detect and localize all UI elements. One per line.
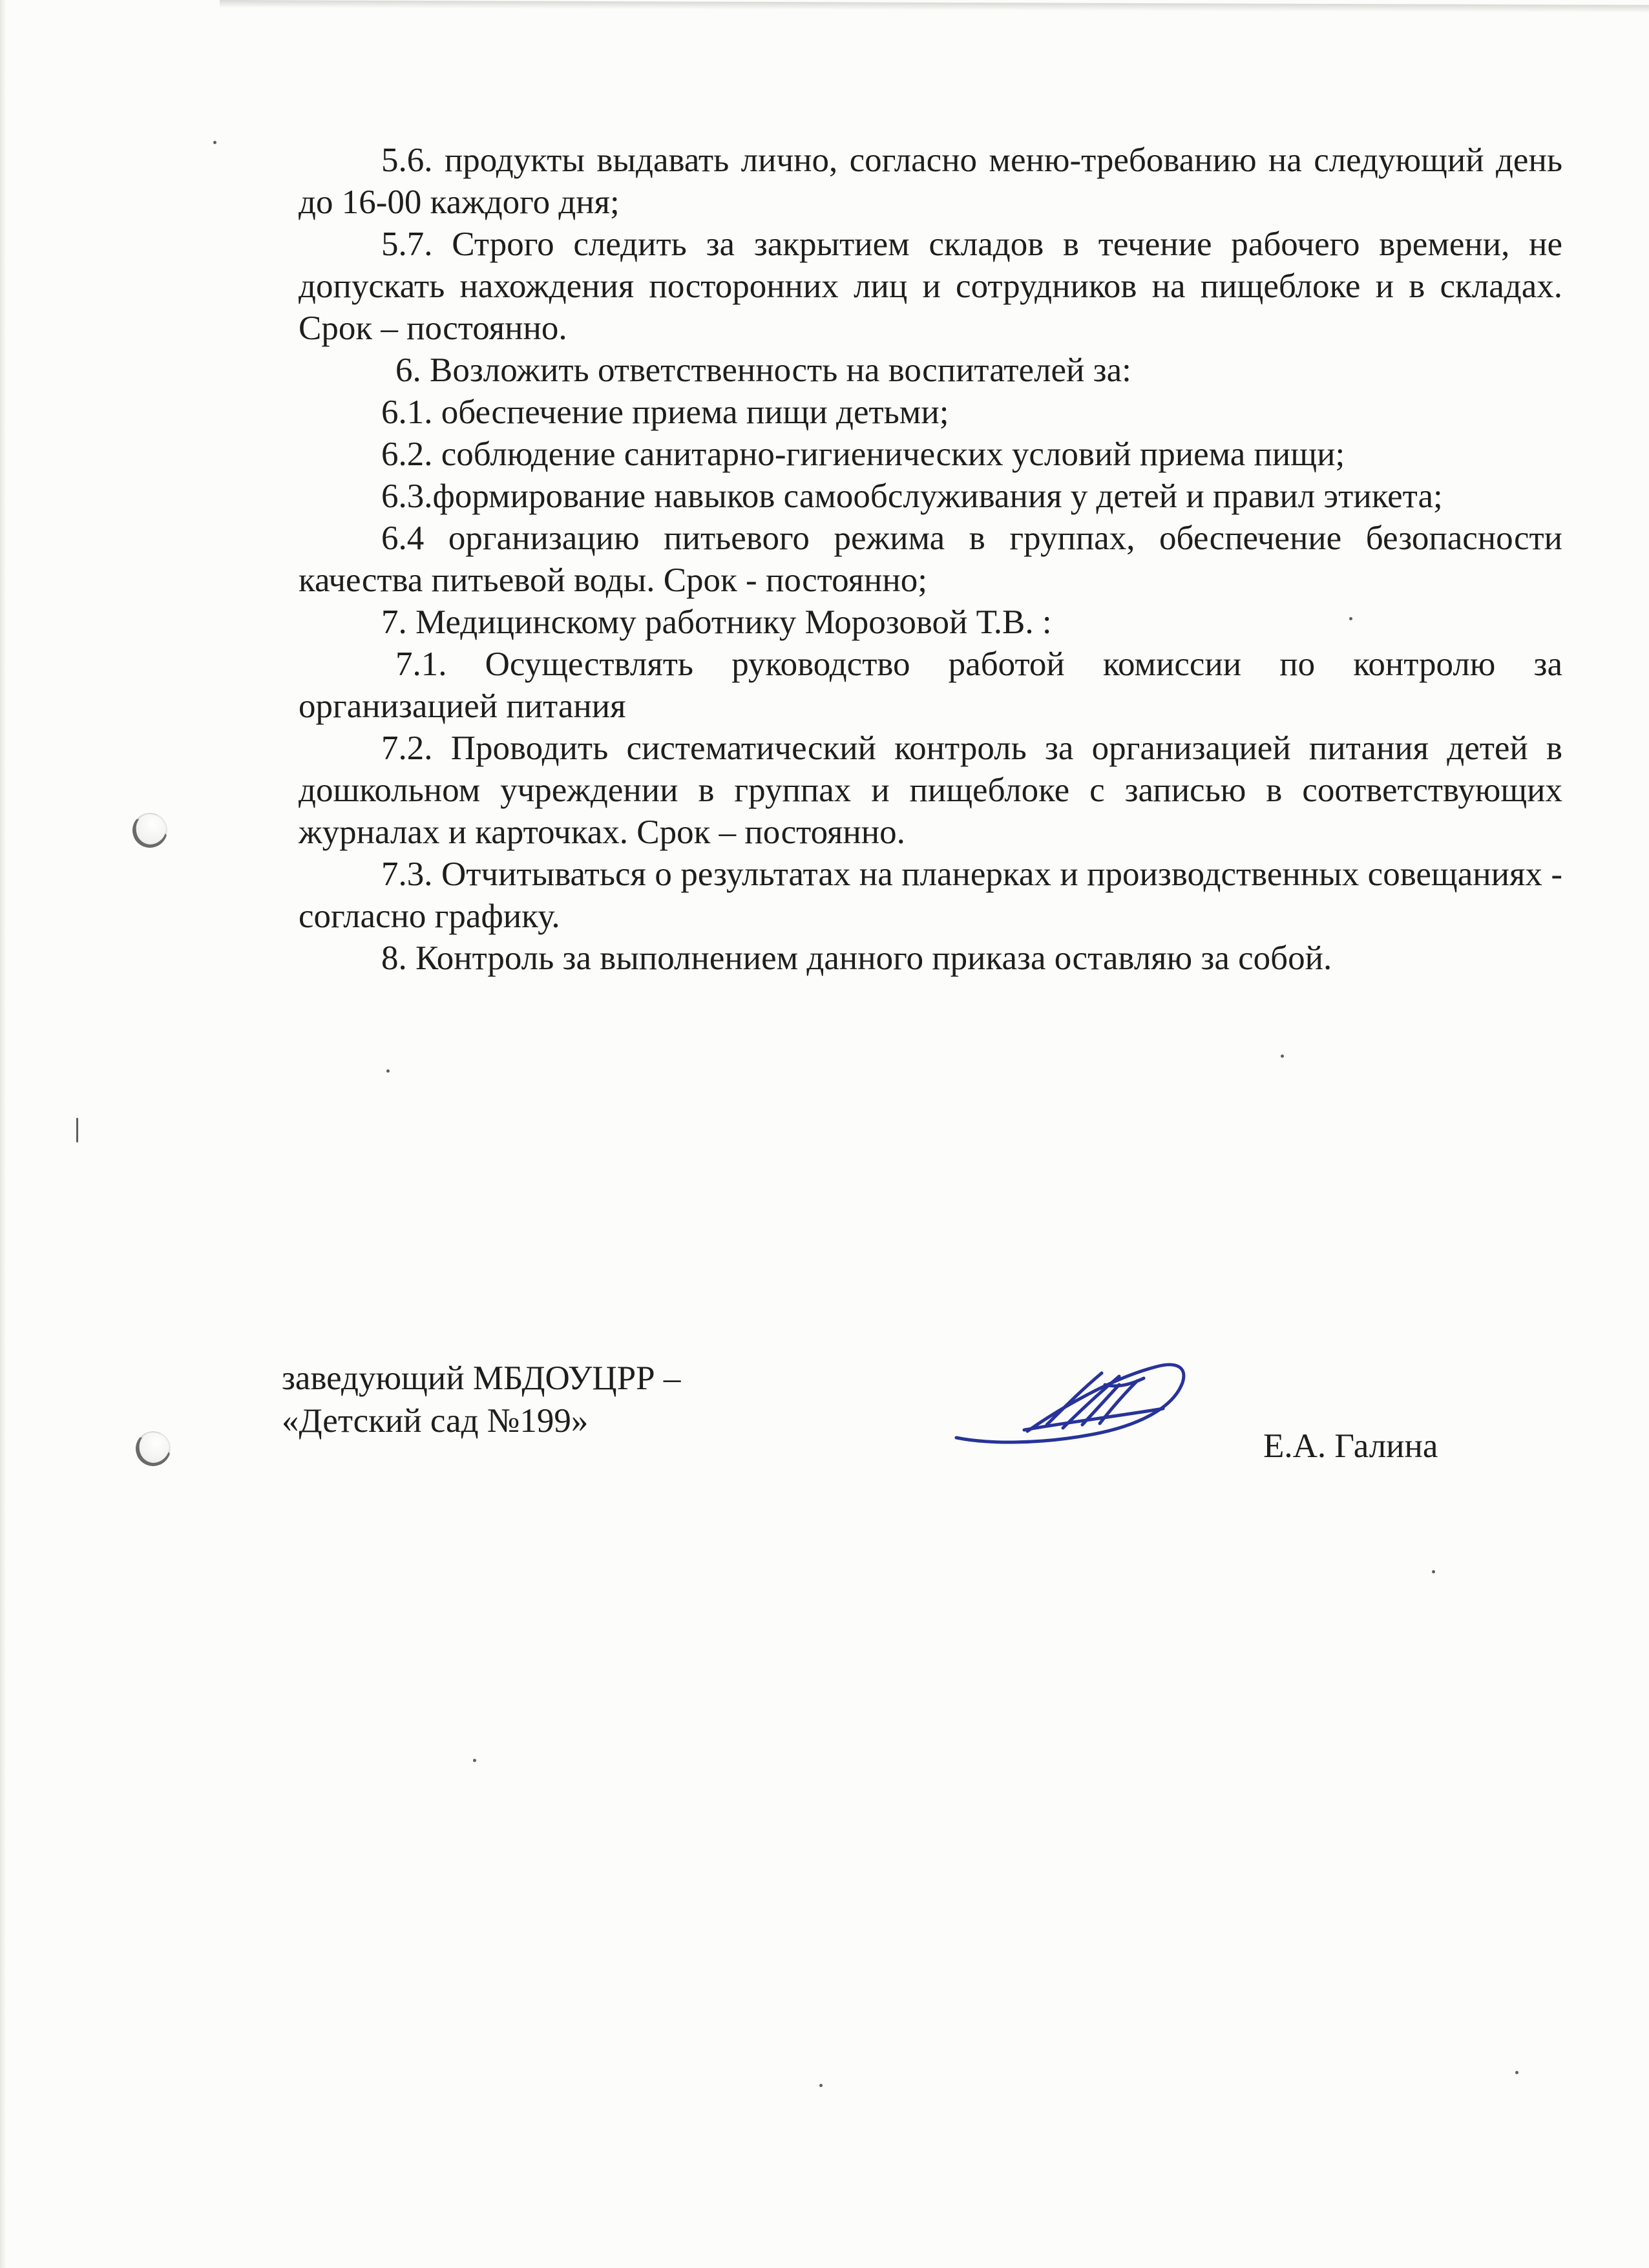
scan-speck — [1515, 2071, 1518, 2074]
scan-speck — [1432, 1570, 1435, 1573]
scan-speck — [473, 1759, 476, 1762]
clause-6: 6. Возложить ответственность на воспитателей за: — [395, 352, 1131, 389]
scan-edge-top — [220, 0, 1649, 13]
clause-5-6: 5.6. продукты выдавать лично, согласно меню-требованию на следующий день до 16-00 каждого дня; — [299, 142, 1562, 221]
scan-speck — [386, 1069, 390, 1073]
position-title: заведующий МБДОУЦРР – — [282, 1360, 681, 1397]
scan-mark — [76, 1118, 78, 1142]
clause-7: 7. Медицинскому работнику Морозовой Т.В. : — [381, 604, 1052, 641]
punch-hole — [128, 808, 172, 852]
order-body — [299, 140, 1562, 980]
clause-6-3: 6.3.формирование навыков самообслуживания у детей и правил этикета; — [381, 478, 1443, 515]
scan-speck — [819, 2084, 823, 2087]
clause-6-1: 6.1. обеспечение приема пищи детьми; — [381, 394, 949, 431]
clause-6-4: 6.4 организацию питьевого режима в группах, обеспечение безопасности качества питьевой воды. Срок - постоянно; — [299, 520, 1562, 599]
scan-speck — [213, 141, 216, 144]
clause-6-2: 6.2. соблюдение санитарно-гигиенических условий приема пищи; — [381, 436, 1345, 473]
scan-speck — [1281, 1055, 1284, 1058]
clause-7-2: 7.2. Проводить систематический контроль за организацией питания детей в дошкольном учреждении в группах и пищеблоке с записью в соответствующих журналах и карточках. Срок – постоянно. — [299, 730, 1562, 851]
scan-edge-left — [0, 0, 6, 2268]
clause-7-1: 7.1. Осуществлять руководство работой комиссии по контролю за организацией питания — [299, 646, 1562, 725]
signer-name: Е.А. Галина — [1263, 1427, 1438, 1465]
punch-hole — [131, 1427, 175, 1471]
clause-8: 8. Контроль за выполнением данного приказа оставляю за собой. — [381, 940, 1332, 977]
signatory-position — [282, 1357, 680, 1442]
clause-7-3: 7.3. Отчитываться о результатах на планерках и производственных совещаниях - согласно графику. — [299, 856, 1562, 935]
clause-5-7: 5.7. Строго следить за закрытием складов в течение рабочего времени, не допускать нахождения посторонних лиц и сотрудников на пищеблоке и в складах. Срок – постоянно. — [299, 226, 1562, 347]
handwritten-signature — [950, 1347, 1195, 1457]
organization-name: «Детский сад №199» — [282, 1402, 589, 1440]
